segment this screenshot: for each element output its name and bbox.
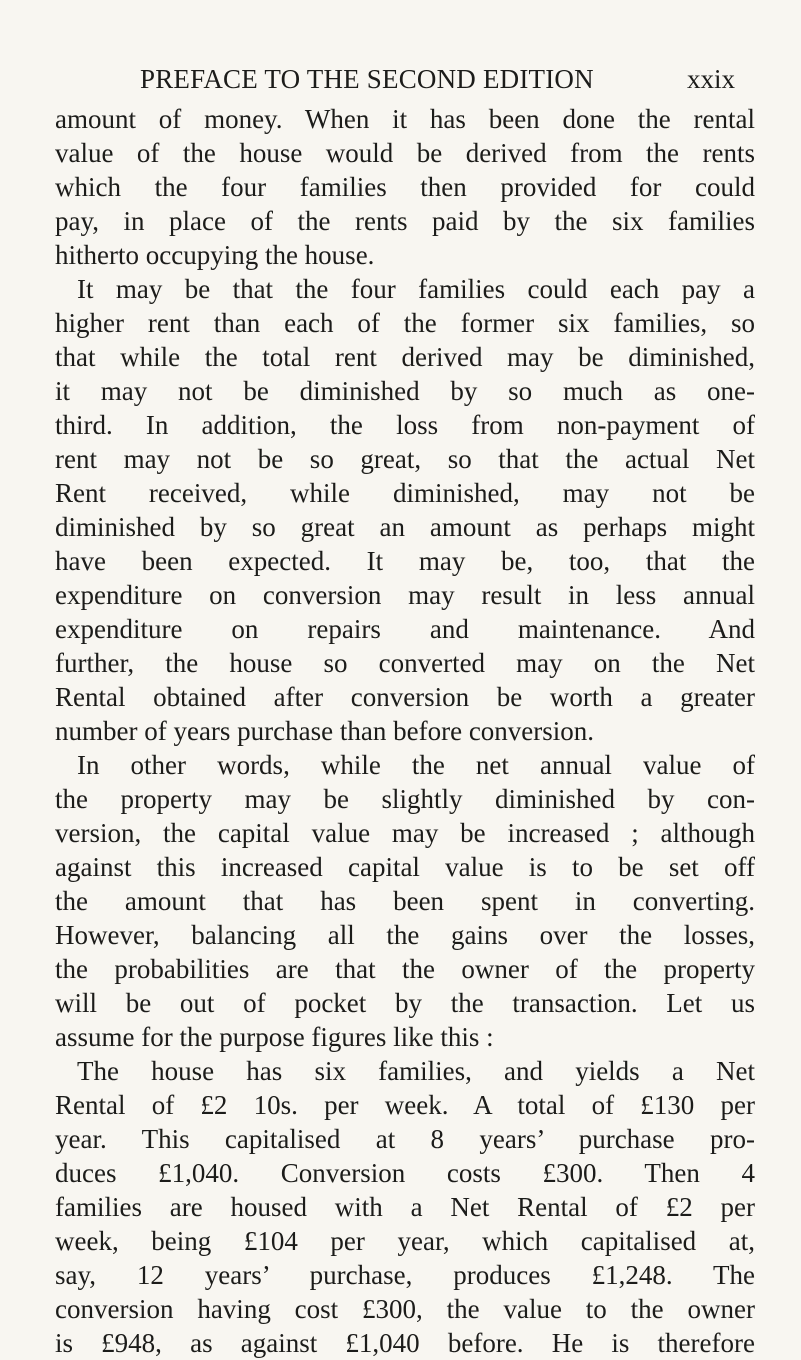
text-line: rent may not be so great, so that the actual Net [55,444,755,474]
text-line: In other words, while the net annual value of [77,750,755,780]
text-line: However, balancing all the gains over the losses, [55,920,755,950]
text-line: expenditure on conversion may result in less annual [55,580,755,610]
text-line: Rental obtained after conversion be worth a greater [55,682,755,712]
text-line: Rent received, while diminished, may not be [55,478,755,508]
page-number: xxix [686,64,735,94]
text-line: that while the total rent derived may be diminished, [55,342,755,372]
text-line: say, 12 years’ purchase, produces £1,248. The [55,1260,755,1290]
text-line: families are housed with a Net Rental of £2 per [55,1192,755,1222]
text-line: diminished by so great an amount as perhaps might [55,512,755,542]
text-line: against this increased capital value is to be set off [55,852,755,882]
text-line: year. This capitalised at 8 years’ purchase pro- [55,1124,755,1154]
text-line: which the four families then provided for could [55,172,755,202]
text-line: The house has six families, and yields a Net [77,1056,755,1086]
running-title: PREFACE TO THE SECOND EDITION [140,64,594,94]
book-page [55,0,755,1360]
text-line: hitherto occupying the house. [55,240,375,270]
text-line: number of years purchase than before conversion. [55,716,595,746]
text-line: pay, in place of the rents paid by the six families [55,206,755,236]
text-line: value of the house would be derived from the rents [55,138,755,168]
text-line: will be out of pocket by the transaction. Let us [55,988,755,1018]
text-line: it may not be diminished by so much as one- [55,376,755,406]
text-line: amount of money. When it has been done the rental [55,104,755,134]
text-line: conversion having cost £300, the value to the owner [55,1294,755,1324]
text-line: duces £1,040. Conversion costs £300. Then 4 [55,1158,755,1188]
text-line: Rental of £2 10s. per week. A total of £130 per [55,1090,755,1120]
text-line: is £948, as against £1,040 before. He is therefore [55,1328,755,1358]
text-line: the probabilities are that the owner of the property [55,954,755,984]
text-line: the amount that has been spent in converting. [55,886,755,916]
text-line: higher rent than each of the former six families, so [55,308,755,338]
text-line: expenditure on repairs and maintenance. And [55,614,755,644]
text-line: assume for the purpose figures like this : [55,1022,494,1052]
text-line: version, the capital value may be increased ; although [55,818,755,848]
text-line: week, being £104 per year, which capitalised at, [55,1226,755,1256]
text-line: the property may be slightly diminished by con- [55,784,755,814]
text-line: It may be that the four families could each pay a [77,274,755,304]
text-line: have been expected. It may be, too, that the [55,546,755,576]
text-line: third. In addition, the loss from non-payment of [55,410,755,440]
running-head [55,0,755,102]
body-text [55,102,755,1360]
text-line: further, the house so converted may on the Net [55,648,755,678]
